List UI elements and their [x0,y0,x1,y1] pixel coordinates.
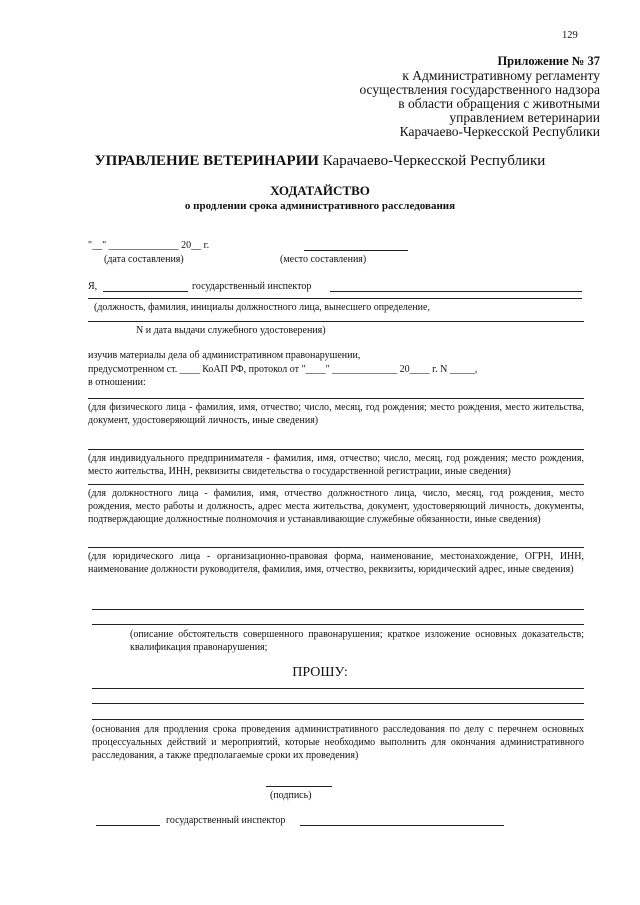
official-person-line[interactable] [88,484,584,485]
grounds-caption: (основания для продления срока проведения административного расследования по делу с перечнем основных процессуальных действий и мероприятий, которые необходимо выполнить для окончания административного расследования, а также предполагаемые сроки их проведения) [92,724,584,761]
official-caption-2: N и дата выдачи служебного удостоверения) [136,325,326,336]
entrepreneur-line[interactable] [88,449,584,450]
official-person-caption: (для должностного лица - фамилия, имя, отчество должностного лица, число, месяц, год рождения, место рождения, место работы и должность, адрес места жительства, документ, удостоверяющий личность, документы, подтверждающие должностные полномочия и устанавливающие служебные обязанности, иные сведения) [88,488,584,525]
footer-label: государственный инспектор [166,815,286,826]
request-line-1[interactable] [92,688,584,689]
individual-caption: (для физического лица - фамилия, имя, отчество; число, месяц, год рождения; место рождения, место жительства, документ, удостоверяющий личность, иные сведения) [88,402,584,426]
appendix-line: управлением ветеринарии [449,110,600,125]
entrepreneur-caption: (для индивидуального предпринимателя - фамилия, имя, отчество; число, месяц, год рождения; место рождения, место жительства, ИНН, реквизиты свидетельства о государственной регистрации, иные сведения) [88,453,584,477]
legal-line[interactable] [88,547,584,548]
page-number: 129 [562,30,578,41]
studied-line-3: в отношении: [88,377,146,388]
official-line-2[interactable] [88,321,584,322]
inspector-name-line[interactable] [103,291,188,292]
request-line-3[interactable] [92,719,584,720]
inspector-prefix: Я, [88,281,98,292]
appendix-title: Приложение № 37 [497,54,600,68]
appendix-line: к Административному регламенту [402,68,600,83]
circumstances-caption: (описание обстоятельств совершенного правонарушения; краткое изложение основных доказательств; квалификация правонарушения; [130,629,584,653]
footer-line[interactable] [300,825,504,826]
request-heading: ПРОШУ: [292,665,348,680]
circumstances-line-2[interactable] [92,624,584,625]
appendix-line: Карачаево-Черкесской Республики [399,124,600,139]
studied-line-2: предусмотренном ст. ____ КоАП РФ, протокол от "____" _____________ 20____ г. N _____, [88,364,478,375]
organization-bold: УПРАВЛЕНИЕ ВЕТЕРИНАРИИ [94,153,319,169]
official-caption-1: (должность, фамилия, инициалы должностного лица, вынесшего определение, [94,302,430,313]
place-caption: (место составления) [280,254,367,265]
inspector-line[interactable] [330,291,582,292]
place-line[interactable] [304,250,408,251]
date-field[interactable]: "__" ______________ 20__ г. [88,240,210,251]
signature-caption: (подпись) [270,790,312,801]
official-line[interactable] [88,298,582,299]
legal-caption: (для юридического лица - организационно-правовая форма, наименование, местонахождение, ОГРН, ИНН, наименование должности руководителя, фамилия, имя, отчество, реквизиты, юридический адрес, иные сведения) [88,551,584,575]
organization-heading [0,153,640,170]
date-caption: (дата составления) [104,254,184,265]
appendix-line: в области обращения с животными [398,96,600,111]
footer-name-line[interactable] [96,825,160,826]
circumstances-line-1[interactable] [92,609,584,610]
document-title: ХОДАТАЙСТВО [270,183,370,198]
inspector-label: государственный инспектор [192,281,312,292]
appendix-line: осуществления государственного надзора [359,82,600,97]
individual-line[interactable] [88,398,584,399]
signature-line[interactable] [266,786,332,787]
studied-line-1: изучив материалы дела об административном правонарушении, [88,350,361,361]
organization-regular: Карачаево-Черкесской Республики [322,153,546,169]
request-line-2[interactable] [92,703,584,704]
document-subtitle: о продлении срока административного расследования [184,200,456,212]
